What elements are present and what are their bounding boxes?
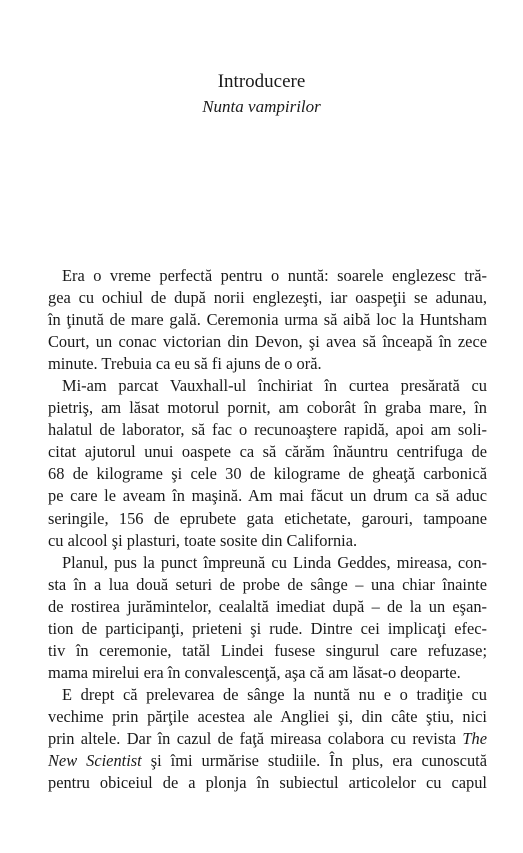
text-line: Court, un conac victorian din Devon, şi avea să înceapă în zece [48, 332, 487, 352]
text-line: pe care le aveam în maşină. Am mai făcut un drum ca să aduc [48, 486, 487, 506]
paragraph [48, 552, 487, 684]
text-line: pentru obiceiul de a plonja în subiectul articolelor cu capul [48, 773, 487, 793]
text-line: Mi-am parcat Vauxhall-ul închiriat în curtea presărată cu [62, 376, 487, 396]
text-line: New Scientist şi îmi urmărise studiile. În plus, era cunoscută [48, 751, 487, 771]
chapter-subtitle: Nunta vampirilor [202, 97, 321, 116]
text-line: cu alcool şi plasturi, toate sosite din California. [48, 530, 358, 550]
text-line: mama mirelui era în convalescenţă, aşa că am lăsat-o deoparte. [48, 662, 461, 682]
paragraph [48, 375, 487, 551]
text-line: halatul de laborator, să fac o recunoaştere rapidă, apoi am soli- [48, 420, 487, 440]
body-text [48, 265, 487, 794]
text-line: minute. Trebuia ca eu să fi ajuns de o oră. [48, 354, 322, 374]
text-line: sta în a lua două seturi de probe de sânge – una chiar înainte [48, 574, 487, 594]
text-line: de rostirea jurămintelor, cealaltă imediat după – de la un eşan- [48, 596, 487, 616]
text-line: tion de participanţi, prieteni şi rude. Dintre cei implicaţi efec- [48, 618, 487, 638]
paragraph [48, 684, 487, 794]
paragraph [48, 265, 487, 375]
chapter-title: Introducere [217, 71, 306, 92]
text-line: gea cu ochiul de după norii englezeşti, iar oaspeţii se adunau, [48, 288, 487, 308]
text-line: prin altele. Dar în cazul de faţă mireasa colabora cu revista The [48, 728, 487, 748]
text-line: tiv în ceremonie, tatăl Lindei fusese singurul care refuzase; [48, 640, 487, 660]
text-line: în ţinută de mare gală. Ceremonia urma să aibă loc la Huntsham [48, 310, 487, 330]
text-line: pietriş, am lăsat motorul pornit, am coborât în graba mare, în [48, 398, 487, 418]
text-line: citat ajutorul unui oaspete ca să cărăm înăuntru centrifuga de [48, 442, 487, 462]
text-line: 68 de kilograme şi cele 30 de kilograme de gheaţă carbonică [48, 464, 487, 484]
text-line: vechime prin părţile acestea ale Angliei şi, din câte ştiu, nici [48, 706, 487, 726]
text-line: E drept că prelevarea de sânge la nuntă nu e o tradiţie cu [62, 684, 487, 704]
text-line: seringile, 156 de eprubete gata etichetate, garouri, tampoane [48, 508, 487, 528]
text-line: Era o vreme perfectă pentru o nuntă: soarele englezesc tră- [62, 266, 487, 285]
text-line: Planul, pus la punct împreună cu Linda Geddes, mireasa, con- [62, 552, 487, 572]
